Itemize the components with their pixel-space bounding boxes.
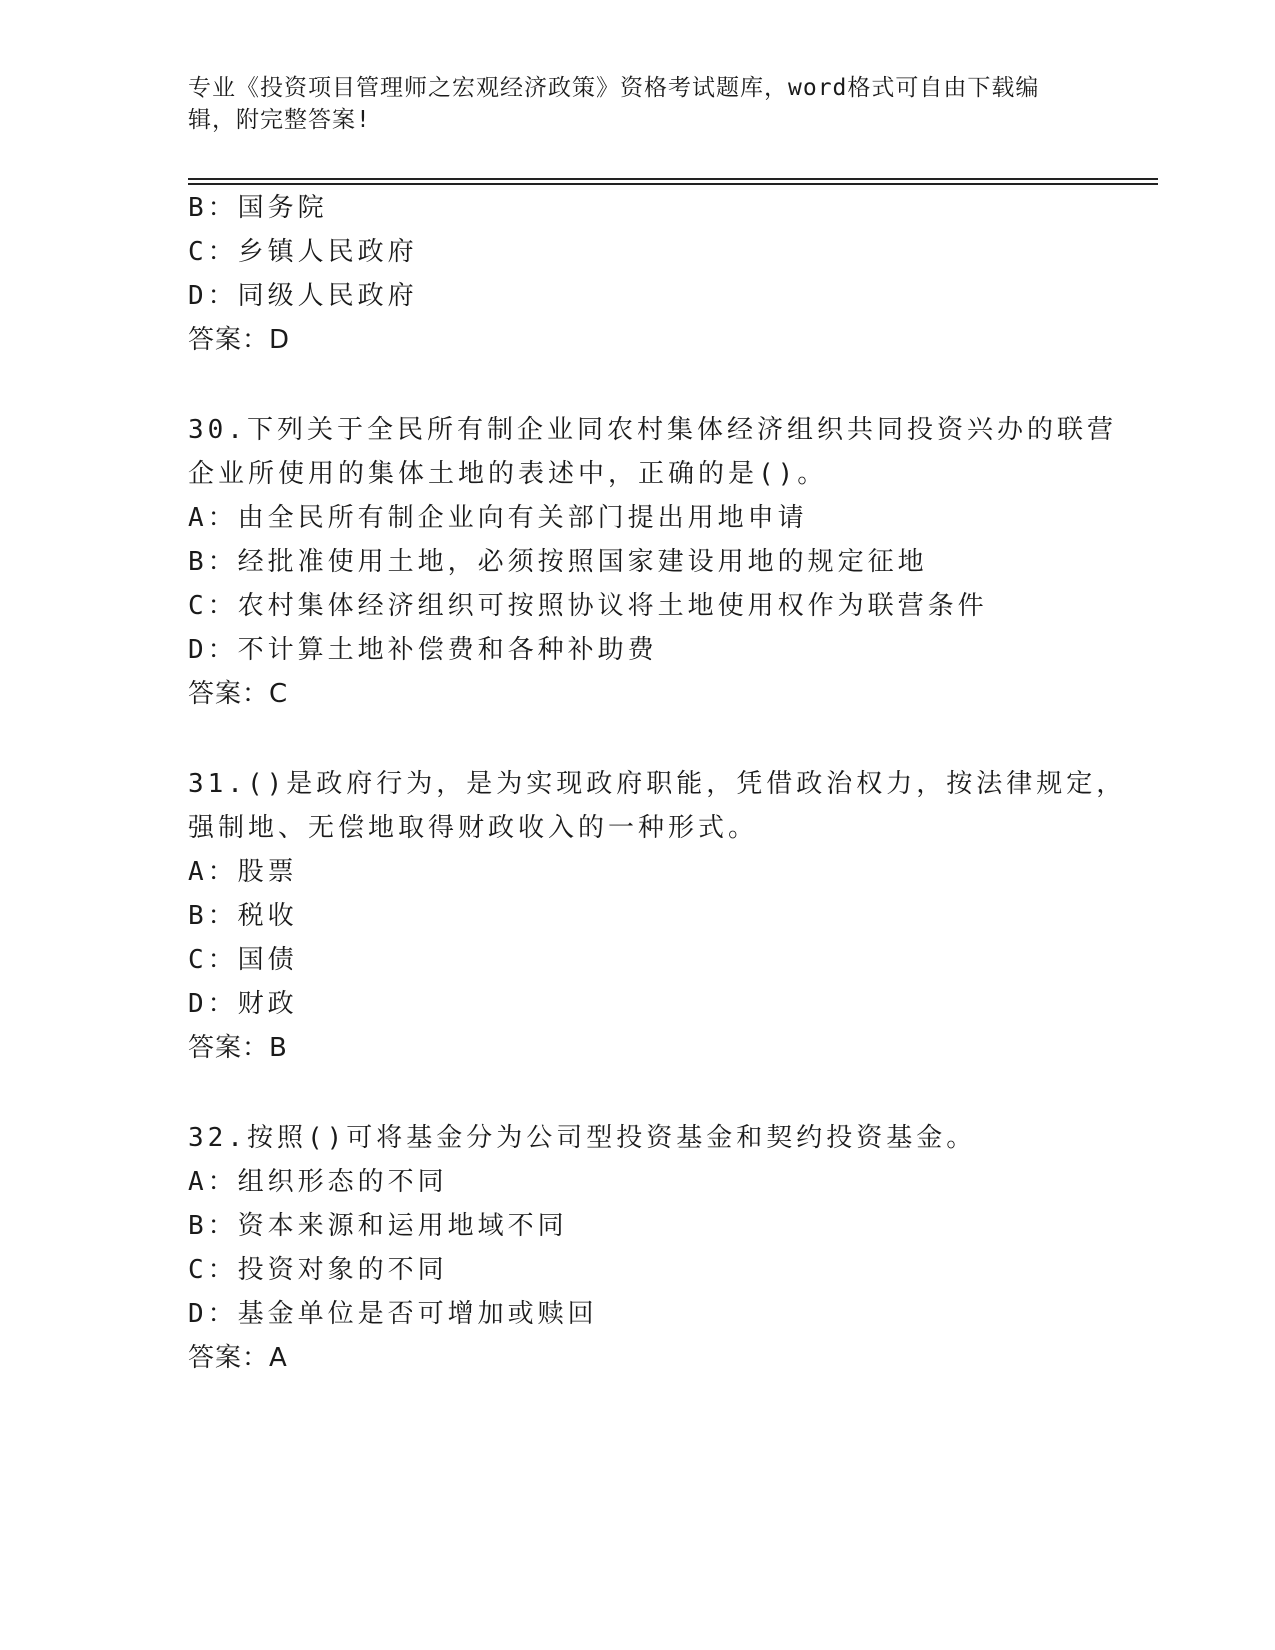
option-b: B：经批准使用土地，必须按照国家建设用地的规定征地 xyxy=(188,547,928,577)
option-c: C：国债 xyxy=(188,945,298,975)
question-stem-line-1: 30.下列关于全民所有制企业同农村集体经济组织共同投资兴办的联营 xyxy=(188,415,1117,445)
document-header xyxy=(188,72,1088,136)
option-d: D：财政 xyxy=(188,989,298,1019)
option-b: B：国务院 xyxy=(188,193,328,223)
question-stem-line-1: 32.按照()可将基金分为公司型投资基金和契约投资基金。 xyxy=(188,1123,977,1153)
header-line-2: 辑，附完整答案! xyxy=(188,107,371,133)
answer-line: 答案：A xyxy=(188,1343,288,1373)
answer-line: 答案：B xyxy=(188,1033,288,1063)
header-line-1: 专业《投资项目管理师之宏观经济政策》资格考试题库，word格式可自由下载编 xyxy=(188,75,1040,101)
answer-line: 答案：C xyxy=(188,679,289,709)
option-b: B：资本来源和运用地域不同 xyxy=(188,1211,568,1241)
option-d: D：不计算土地补偿费和各种补助费 xyxy=(188,635,658,665)
option-c: C：农村集体经济组织可按照协议将土地使用权作为联营条件 xyxy=(188,591,988,621)
option-a: A：组织形态的不同 xyxy=(188,1167,448,1197)
option-d: D：同级人民政府 xyxy=(188,281,418,311)
option-c: C：乡镇人民政府 xyxy=(188,237,418,267)
option-a: A：股票 xyxy=(188,857,298,887)
header-divider-bottom xyxy=(188,183,1158,185)
question-stem-line-2: 企业所使用的集体土地的表述中，正确的是()。 xyxy=(188,459,828,489)
option-d: D：基金单位是否可增加或赎回 xyxy=(188,1299,598,1329)
option-a: A：由全民所有制企业向有关部门提出用地申请 xyxy=(188,503,808,533)
question-stem-line-1: 31.()是政府行为，是为实现政府职能，凭借政治权力，按法律规定， xyxy=(188,769,1127,799)
header-divider-top xyxy=(188,178,1158,180)
answer-line: 答案：D xyxy=(188,325,291,355)
option-b: B：税收 xyxy=(188,901,298,931)
question-stem-line-2: 强制地、无偿地取得财政收入的一种形式。 xyxy=(188,813,759,843)
option-c: C：投资对象的不同 xyxy=(188,1255,448,1285)
